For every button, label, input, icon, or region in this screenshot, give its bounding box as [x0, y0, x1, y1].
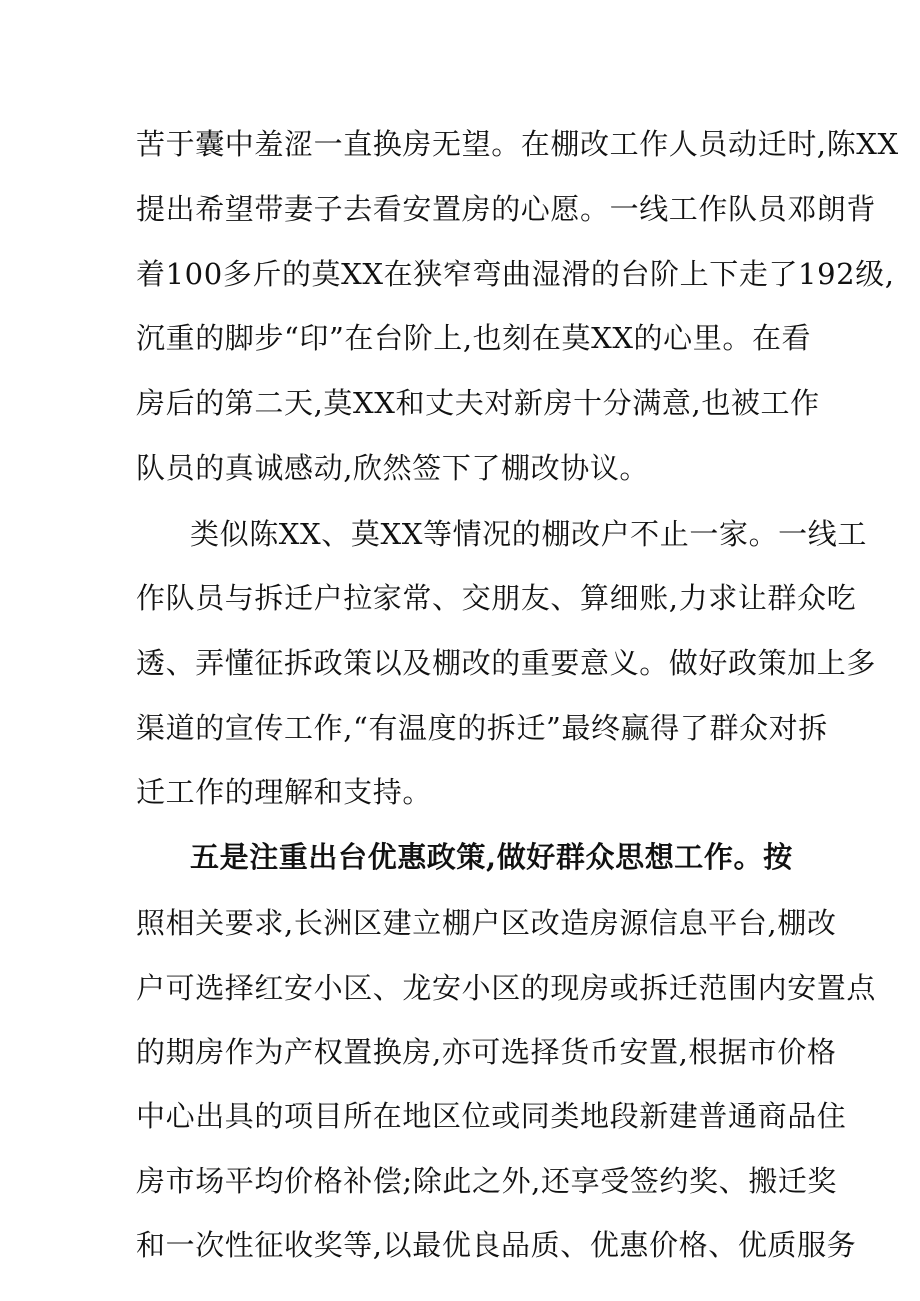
- text-line: 苦于囊中羞涩一直换房无望。在棚改工作人员动迁时,陈XX: [136, 127, 899, 161]
- text-line: 房市场平均价格补偿;除此之外,还享受签约奖、搬迁奖: [136, 1164, 837, 1198]
- text-line: 迁工作的理解和支持。: [136, 775, 433, 809]
- text-line: 的期房作为产权置换房,亦可选择货币安置,根据市价格: [136, 1035, 837, 1069]
- text-line: 队员的真诚感动,欣然签下了棚改协议。: [136, 451, 650, 485]
- text-line: 作队员与拆迁户拉家常、交朋友、算细账,力求让群众吃: [136, 581, 857, 615]
- text-line: 着100多斤的莫XX在狭窄弯曲湿滑的台阶上下走了192级,: [136, 257, 895, 291]
- text-line: 提出希望带妻子去看安置房的心愿。一线工作队员邓朗背: [136, 192, 877, 226]
- paragraph-first-line: 类似陈XX、莫XX等情况的棚改户不止一家。一线工: [190, 517, 867, 551]
- section-heading: 五是注重出台优惠政策,做好群众思想工作。按: [190, 840, 793, 874]
- text-line: 照相关要求,长洲区建立棚户区改造房源信息平台,棚改: [136, 906, 837, 940]
- text-line: 户可选择红安小区、龙安小区的现房或拆迁范围内安置点: [136, 971, 877, 1005]
- text-line: 透、弄懂征拆政策以及棚改的重要意义。做好政策加上多: [136, 646, 877, 680]
- text-line: 和一次性征收奖等,以最优良品质、优惠价格、优质服务: [136, 1228, 857, 1262]
- text-line: 渠道的宣传工作,“有温度的拆迁”最终赢得了群众对拆: [136, 711, 828, 745]
- text-line: 房后的第二天,莫XX和丈夫对新房十分满意,也被工作: [136, 386, 820, 420]
- text-line: 中心出具的项目所在地区位或同类地段新建普通商品住: [136, 1099, 847, 1133]
- text-line: 沉重的脚步“印”在台阶上,也刻在莫XX的心里。在看: [136, 321, 812, 355]
